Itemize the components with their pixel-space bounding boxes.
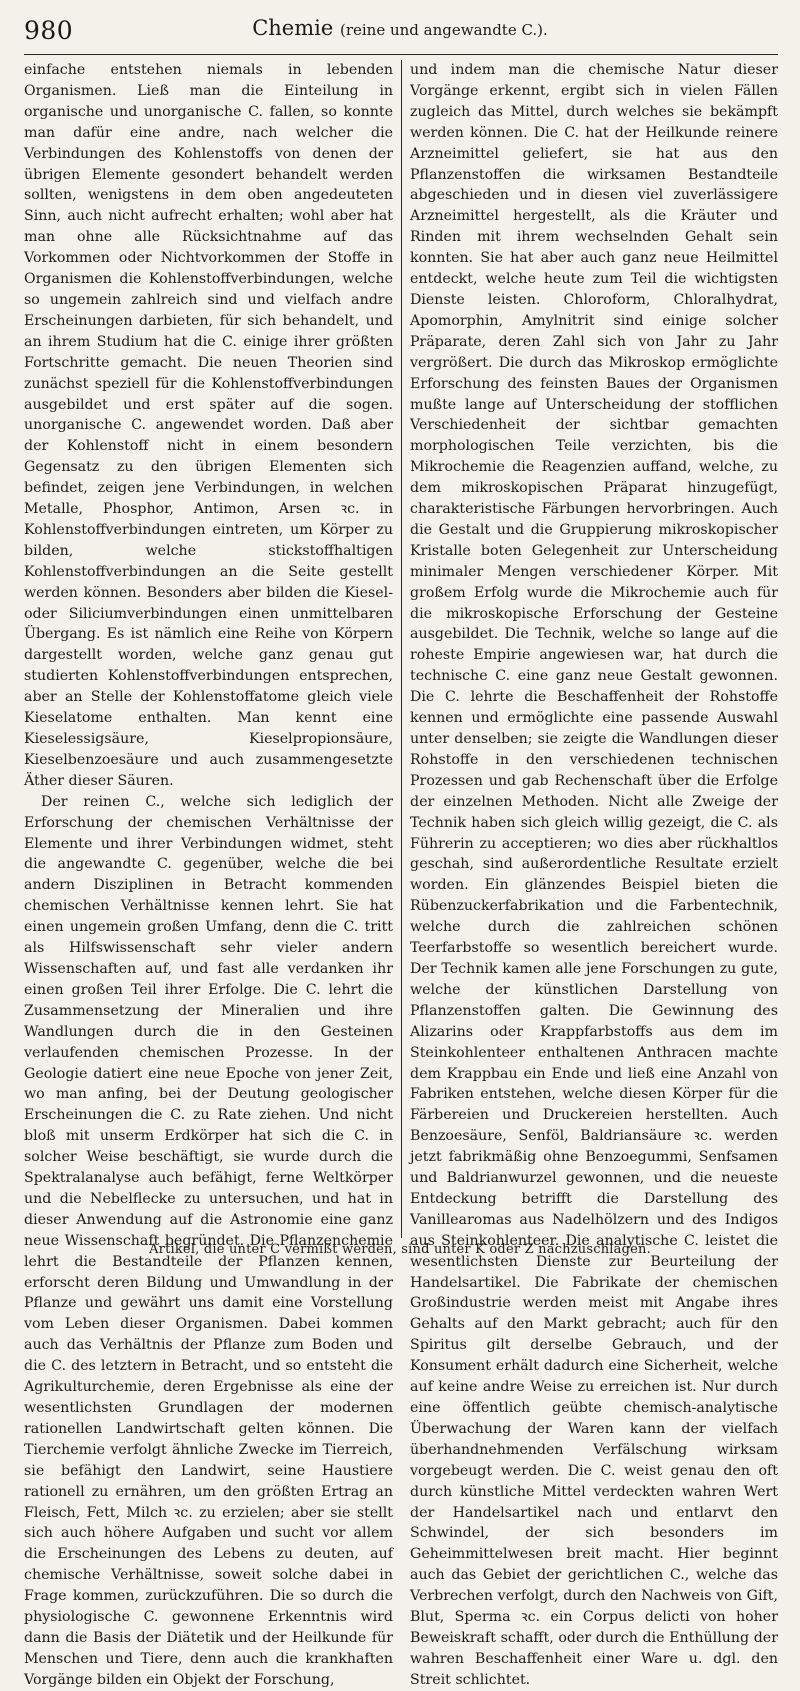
running-head [0, 16, 800, 40]
page-title: Chemie [252, 16, 334, 40]
column-divider [401, 60, 402, 1238]
page-number: 980 [24, 16, 74, 45]
right-column [410, 60, 778, 1688]
page-subtitle: (reine und angewandte C.). [339, 21, 548, 39]
paragraph: und indem man die chemische Natur dieser Vorgänge erkennt, ergibt sich in vielen Fällen zugleich das Mittel, durch welches sie bekämpft werden können. Die C. hat der Heilkunde reinere Arzneimittel geliefert, sie hat aus den Pflanzenstoffen die wirksamen Bestandteile abgeschieden und in diesen viel zuverlässigere Arzneimittel hergestellt, als die Kräuter und Rinden mit ihrem wechselnden Gehalt sein konnten. Sie hat aber auch ganz neue Heilmittel entdeckt, welche heute zum Teil die wichtigsten Dienste leisten. Chloroform, Chloralhydrat, Apomorphin, Amylnitrit sind einige solcher Präparate, deren Zahl sich von Jahr zu Jahr vergrößert. Die durch das Mikroskop ermöglichte Erforschung des feinsten Baues der Organismen mußte lange auf Unterscheidung der stofflichen Verschiedenheit der sichtbar gemachten morphologischen Teile verzichten, bis die Mikrochemie die Reagenzien auffand, welche, zu dem mikroskopischen Präparat hinzugefügt, charakteristische Färbungen hervorbringen. Auch die Gestalt und die Gruppierung mikroskopischer Kristalle boten Gelegenheit zur Unterscheidung minimaler Mengen verschiedener Körper. Mit großem Erfolg wurde die Mikrochemie auch für die mikroskopische Erforschung der Gesteine ausgebildet. Die Technik, welche so lange auf die roheste Empirie angewiesen war, hat durch die technische C. eine ganz neue Gestalt gewonnen. Die C. lehrte die Beschaffenheit der Rohstoffe kennen und ermöglichte eine passende Auswahl unter denselben; sie zeigte die Wandlungen dieser Rohstoffe in den verschiedenen technischen Prozessen und gab Rechenschaft über die Erfolge der einzelnen Methoden. Nicht alle Zweige der Technik haben sich gleich willig gezeigt, die C. als Führerin zu acceptieren; wo dies aber rückhaltlos geschah, sind außerordentliche Resultate erzielt worden. Ein glänzendes Beispiel bieten die Rübenzuckerfabrikation und die Farbentechnik, welche durch die zahlreichen schönen Teerfarbstoffe so wesentlich bereichert wurde. Der Technik kamen alle jene Forschungen zu gute, welche der künstlichen Darstellung von Pflanzenstoffen galten. Die Gewinnung des Alizarins oder Krappfarbstoffs aus dem im Steinkohlenteer enthaltenen Anthracen machte dem Krappbau ein Ende und ließ eine Anzahl von Fabriken entstehen, welche diesen Körper für die Färbereien und Druckereien herstellten. Auch Benzoesäure, Senföl, Baldriansäure ꝛc. werden jetzt fabrikmäßig ohne Benzoegummi, Senfsamen und Baldrianwurzel gewonnen, und die neueste Entdeckung betrifft die Darstellung des Vanillearomas aus Nadelhölzern und des Indigos aus Steinkohlenteer. Die analytische C. leistet die wesentlichsten Dienste zur Beurteilung der Handelsartikel. Die Fabrikate der chemischen Großindustrie werden meist mit Angabe ihres Gehalts auf den Markt gebracht; auch für den Spiritus gilt derselbe Gebrauch, und der Konsument erhält dadurch eine Sicherheit, welche auf keine andre Weise zu erreichen ist. Nur durch eine öffentlich geübte chemisch-analytische Überwachung der Waren kann der vielfach überhandnehmenden Verfälschung wirksam vorgebeugt werden. Die C. weist genau den oft durch künstliche Mittel verdeckten wahren Wert der Handelsartikel nach und entlarvt den Schwindel, der sich besonders im Geheimmittelwesen breit macht. Hier beginnt auch das Gebiet der gerichtlichen C., welche das Verbrechen verfolgt, durch den Nachweis von Gift, Blut, Sperma ꝛc. ein Corpus delicti von hoher Beweiskraft schafft, oder durch die Enthüllung der wahren Beschaffenheit einer Ware u. dgl. den Streit schlichtet. [410, 62, 778, 1688]
header-rule [24, 54, 778, 55]
footer-note: Artikel, die unter C vermißt werden, sind unter K oder Z nachzuschlagen. [149, 1242, 651, 1257]
left-column [24, 60, 393, 1688]
paragraph: Der reinen C., welche sich lediglich der Erforschung der chemischen Verhältnisse der Elemente und ihrer Verbindungen widmet, steht die angewandte C. gegenüber, welche die bei andern Disziplinen in Betracht kommenden chemischen Verhältnisse kennen lehrt. Sie hat einen ungemein großen Umfang, denn die C. tritt als Hilfswissenschaft sehr vieler andern Wissenschaften auf, und fast alle verdanken ihr einen großen Teil ihrer Erfolge. Die C. lehrt die Zusammensetzung der Mineralien und ihre Wandlungen durch die in den Gesteinen verlaufenden chemischen Prozesse. In der Geologie datiert eine neue Epoche von jener Zeit, wo man anfing, bei der Deutung geologischer Erscheinungen die C. zu Rate ziehen. Und nicht bloß mit unserm Erdkörper hat sich die C. in solcher Weise beschäftigt, sie wurde durch die Spektralanalyse auch befähigt, ferne Weltkörper und die Nebelflecke zu untersuchen, und hat in dieser Anwendung auf die Astronomie eine ganz neue Wissenschaft begründet. Die Pflanzenchemie lehrt die Bestandteile der Pflanzen kennen, erforscht deren Bildung und Umwandlung in der Pflanze und gewährt uns damit eine Vorstellung vom Leben dieser Organismen. Dabei kommen auch das Verhältnis der Pflanze zum Boden und die C. des letztern in Betracht, und so entsteht die Agrikulturchemie, deren Ergebnisse als eine der wesentlichsten Grundlagen der modernen rationellen Landwirtschaft gelten können. Die Tierchemie verfolgt ähnliche Zwecke im Tierreich, sie befähigt den Landwirt, seine Haustiere rationell zu ernähren, um den größten Ertrag an Fleisch, Fett, Milch ꝛc. zu erzielen; aber sie stellt sich auch höhere Aufgaben und sucht vor allem die Erscheinungen des Lebens zu deuten, auf chemische Verhältnisse, soweit solche dabei in Frage kommen, zurückzuführen. Die so durch die physiologische C. gewonnene Erkenntnis wird dann die Basis der Diätetik und der Heilkunde für Menschen und Tiere, denn auch die krankhaften Vorgänge bilden ein Objekt der Forschung, [24, 793, 393, 1688]
paragraph: einfache entstehen niemals in lebenden Organismen. Ließ man die Einteilung in organische und unorganische C. fallen, so konnte man dafür eine andre, nach welcher die Verbindungen des Kohlenstoffs von denen der übrigen Elemente gesondert behandelt werden sollten, wenigstens in dem oben angedeuteten Sinn, auch nicht aufrecht erhalten; wohl aber hat man ohne alle Rücksichtnahme auf das Vorkommen oder Nichtvorkommen der Stoffe in Organismen die Kohlenstoffverbindungen, welche so ungemein zahlreich sind und vielfach andre Erscheinungen darbieten, für sich behandelt, und an ihrem Studium hat die C. einige ihrer größten Fortschritte gemacht. Die neuen Theorien sind zunächst speziell für die Kohlenstoffverbindungen ausgebildet und erst später auf die sogen. unorganische C. angewendet worden. Daß aber der Kohlenstoff nicht in einem besondern Gegensatz zu den übrigen Elementen sich befindet, zeigen jene Verbindungen, in welchen Metalle, Phosphor, Antimon, Arsen ꝛc. in Kohlenstoffverbindungen eintreten, um Körper zu bilden, welche stickstoffhaltigen Kohlenstoffverbindungen an die Seite gestellt werden können. Besonders aber bilden die Kiesel- oder Siliciumverbindungen einen unmittelbaren Übergang. Es ist nämlich eine Reihe von Körpern dargestellt worden, welche ganz genau gut studierten Kohlenstoffverbindungen entsprechen, aber an Stelle der Kohlenstoffatome gleich viele Kieselatome enthalten. Man kennt eine Kieselessigsäure, Kieselpropionsäure, Kieselbenzoesäure und auch zusammengesetzte Äther dieser Säuren. [24, 62, 393, 789]
